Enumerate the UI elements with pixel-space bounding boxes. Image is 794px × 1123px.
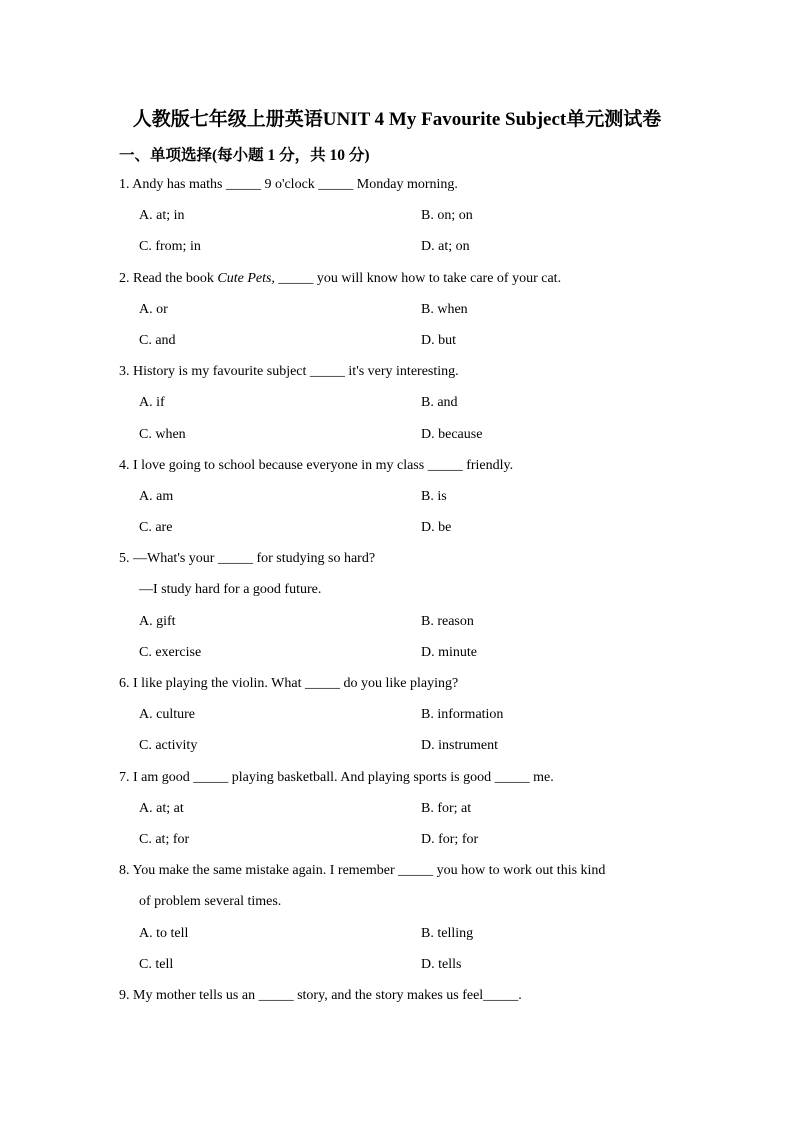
answer-option: D. be bbox=[421, 520, 452, 536]
answer-option: B. telling bbox=[421, 925, 474, 941]
section-heading: 一、单项选择(每小题 1 分，共 10 分) bbox=[119, 147, 370, 164]
option-row bbox=[119, 484, 679, 515]
option-row bbox=[119, 297, 679, 328]
answer-option: D. at; on bbox=[421, 239, 470, 255]
answer-option: B. reason bbox=[421, 613, 474, 629]
answer-option: C. tell bbox=[139, 956, 174, 972]
question-8 bbox=[119, 858, 679, 983]
question-text bbox=[119, 266, 679, 297]
question-text bbox=[119, 172, 679, 203]
answer-option: A. at; in bbox=[139, 208, 185, 224]
answer-option: B. for; at bbox=[421, 800, 472, 816]
question-7 bbox=[119, 765, 679, 859]
question-text-segment: 2. Read the book bbox=[119, 270, 218, 286]
answer-option: D. minute bbox=[421, 644, 477, 660]
answer-option: C. are bbox=[139, 520, 173, 536]
option-row bbox=[119, 390, 679, 421]
question-text bbox=[119, 858, 679, 889]
answer-option: A. if bbox=[139, 395, 165, 411]
page-title: 人教版七年级上册英语UNIT 4 My Favourite Subject单元测试卷 bbox=[132, 109, 662, 130]
question-text bbox=[119, 359, 679, 390]
question-4 bbox=[119, 453, 679, 547]
answer-option: D. tells bbox=[421, 956, 462, 972]
option-row bbox=[119, 515, 679, 546]
question-text bbox=[119, 671, 679, 702]
option-row bbox=[119, 609, 679, 640]
answer-option: A. at; at bbox=[139, 800, 184, 816]
answer-option: C. activity bbox=[139, 738, 198, 754]
question-list bbox=[119, 172, 679, 1014]
question-5 bbox=[119, 546, 679, 671]
question-2 bbox=[119, 266, 679, 360]
answer-option: B. and bbox=[421, 395, 458, 411]
answer-option: B. information bbox=[421, 707, 504, 723]
answer-option: D. because bbox=[421, 426, 483, 442]
answer-option: C. at; for bbox=[139, 831, 190, 847]
question-text bbox=[119, 765, 679, 796]
answer-option: A. or bbox=[139, 301, 168, 317]
question-text bbox=[119, 889, 679, 920]
answer-option: C. exercise bbox=[139, 644, 202, 660]
answer-option: A. to tell bbox=[139, 925, 189, 941]
answer-option: B. is bbox=[421, 488, 447, 504]
question-6 bbox=[119, 671, 679, 765]
answer-option: B. on; on bbox=[421, 208, 473, 224]
option-row bbox=[119, 827, 679, 858]
answer-option: D. but bbox=[421, 332, 456, 348]
question-text-segment: 9. My mother tells us an _____ story, and the story makes us feel_____. bbox=[119, 987, 522, 1003]
question-text bbox=[119, 577, 679, 608]
question-text-segment: 7. I am good _____ playing basketball. And playing sports is good _____ me. bbox=[119, 769, 554, 785]
question-text-segment: 1. Andy has maths _____ 9 o'clock _____ Monday morning. bbox=[119, 177, 458, 192]
question-text-segment: 5. —What's your _____ for studying so hard? bbox=[119, 551, 376, 567]
question-1 bbox=[119, 172, 679, 266]
answer-option: C. when bbox=[139, 426, 186, 442]
question-9 bbox=[119, 983, 679, 1014]
question-text bbox=[119, 453, 679, 484]
question-3 bbox=[119, 359, 679, 453]
question-text-segment: of problem several times. bbox=[139, 894, 282, 910]
option-row bbox=[119, 952, 679, 983]
question-text-segment: 4. I love going to school because everyone in my class _____ friendly. bbox=[119, 457, 514, 473]
answer-option: D. instrument bbox=[421, 738, 498, 754]
answer-option: C. from; in bbox=[139, 239, 201, 255]
question-text-segment: 8. You make the same mistake again. I remember _____ you how to work out this kind bbox=[119, 863, 606, 879]
question-text-segment: _____ you will know how to take care of your cat. bbox=[274, 270, 562, 286]
question-text-segment: 6. I like playing the violin. What _____ do you like playing? bbox=[119, 676, 459, 691]
option-row bbox=[119, 796, 679, 827]
question-text bbox=[119, 546, 679, 577]
option-row bbox=[119, 234, 679, 265]
book-title: Cute Pets, bbox=[217, 270, 275, 286]
answer-option: A. am bbox=[139, 488, 174, 504]
option-row bbox=[119, 328, 679, 359]
answer-option: A. culture bbox=[139, 707, 195, 723]
option-row bbox=[119, 422, 679, 453]
question-text-segment: —I study hard for a good future. bbox=[139, 582, 322, 598]
option-row bbox=[119, 640, 679, 671]
answer-option: D. for; for bbox=[421, 831, 479, 847]
answer-option: A. gift bbox=[139, 613, 176, 629]
option-row bbox=[119, 921, 679, 952]
option-row bbox=[119, 203, 679, 234]
option-row bbox=[119, 702, 679, 733]
answer-option: C. and bbox=[139, 332, 176, 348]
answer-option: B. when bbox=[421, 301, 468, 317]
question-text bbox=[119, 983, 679, 1014]
option-row bbox=[119, 733, 679, 764]
question-text-segment: 3. History is my favourite subject _____ it's very interesting. bbox=[119, 364, 459, 380]
